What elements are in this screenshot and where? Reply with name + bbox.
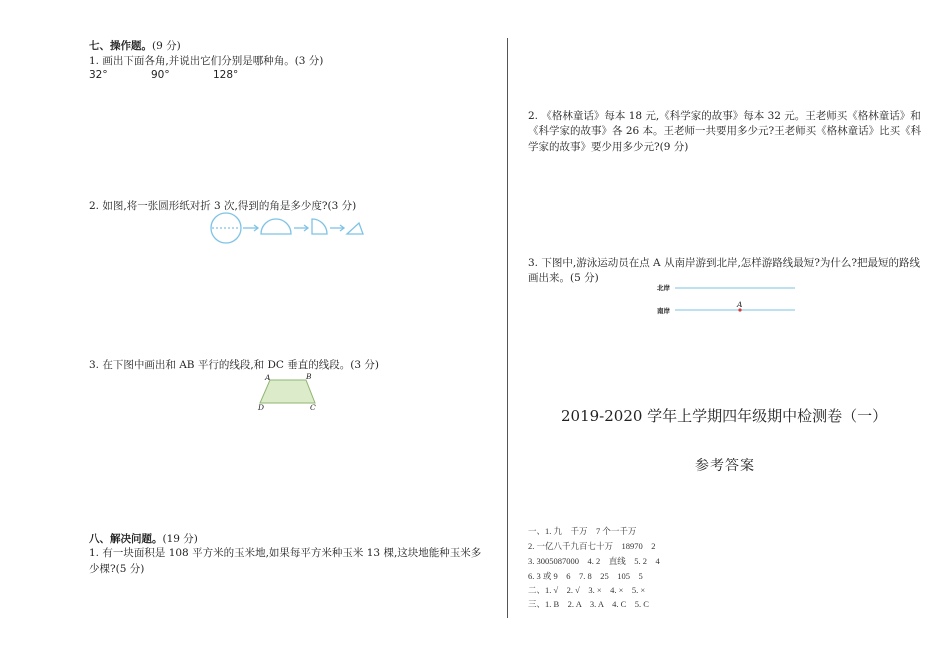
problem-8-2-line2: 《科学家的故事》各 26 本。王老师一共要用多少元?王老师买《格林童话》比买《科 — [528, 125, 922, 137]
column-divider — [507, 38, 508, 618]
section-8-title: 八、解决问题。 — [89, 533, 163, 545]
river-diagram — [675, 282, 800, 316]
question-7-3: 3. 在下图中画出和 AB 平行的线段,和 DC 垂直的线段。(3 分) — [89, 359, 380, 371]
question-7-1: 1. 画出下面各角,并说出它们分别是哪种角。(3 分) — [89, 55, 324, 67]
answer-line-3: 3. 3005087000 4. 2 直线 5. 2 4 — [528, 556, 660, 566]
south-bank-label: 南岸 — [657, 307, 670, 315]
answer-line-6: 三、1. B 2. A 3. A 4. C 5. C — [528, 599, 649, 609]
answer-line-2: 2. 一亿八千九百七十万 18970 2 — [528, 541, 656, 551]
angle-128: 128° — [213, 69, 239, 81]
trap-label-b: B — [306, 372, 312, 381]
section-8-score: (19 分) — [162, 533, 198, 545]
eighth-circle — [347, 223, 363, 234]
document-title: 2019-2020 学年上学期四年级期中检测卷（一） — [561, 407, 888, 425]
question-7-2: 2. 如图,将一张圆形纸对折 3 次,得到的角是多少度?(3 分) — [89, 200, 357, 212]
problem-8-2-line1: 2. 《格林童话》每本 18 元,《科学家的故事》每本 32 元。王老师买《格林童话》和 — [528, 110, 921, 122]
answer-key-title: 参考答案 — [695, 458, 755, 474]
answer-line-1: 一、1. 九 千万 7 个一千万 — [528, 526, 637, 536]
north-bank-label: 北岸 — [657, 284, 670, 292]
section-7-title: 七、操作题。 — [89, 40, 152, 52]
problem-8-2-line3: 学家的故事》要少用多少元?(9 分) — [528, 141, 689, 153]
section-8-heading — [89, 532, 198, 546]
answer-line-4: 6. 3 或 9 6 7. 8 25 105 5 — [528, 571, 643, 581]
problem-8-1-line1: 1. 有一块面积是 108 平方米的玉米地,如果每平方米种玉米 13 棵,这块地能种玉米多 — [89, 547, 482, 559]
half-circle — [261, 219, 291, 234]
trap-label-a: A — [265, 373, 271, 382]
circle-folding-diagram — [205, 210, 375, 246]
quarter-circle — [312, 219, 327, 234]
trap-label-d: D — [258, 403, 265, 412]
answer-line-5: 二、1. √ 2. √ 3. × 4. × 5. × — [528, 585, 646, 595]
problem-8-3-line1: 3. 下图中,游泳运动员在点 A 从南岸游到北岸,怎样游路线最短?为什么?把最短的路线 — [528, 257, 921, 269]
trap-label-c: C — [310, 403, 316, 412]
angle-32: 32° — [89, 69, 108, 81]
section-7-score: (9 分) — [152, 40, 181, 52]
point-a-label: A — [737, 300, 743, 309]
section-7-heading — [89, 39, 181, 53]
angle-90: 90° — [151, 69, 170, 81]
problem-8-3-line2: 画出来。(5 分) — [528, 272, 599, 284]
problem-8-1-line2: 少棵?(5 分) — [89, 563, 145, 575]
